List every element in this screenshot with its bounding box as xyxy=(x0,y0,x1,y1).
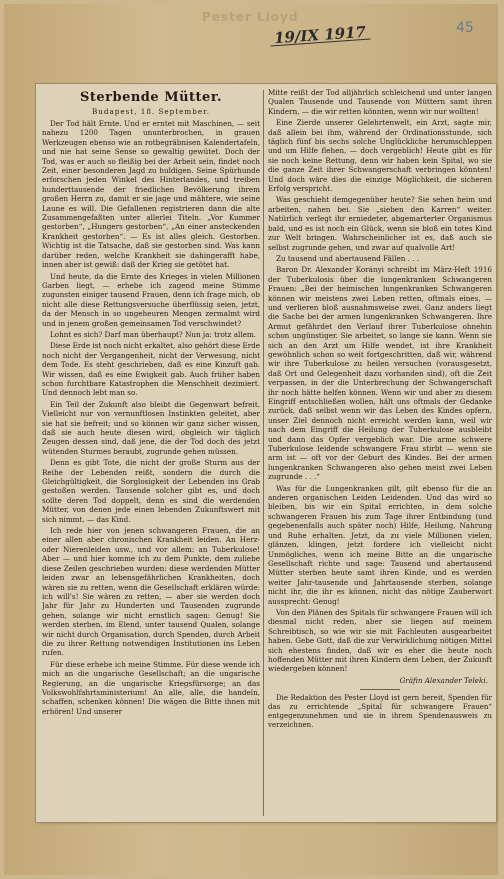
author-signature: Gräfin Alexander Teleki. xyxy=(399,675,488,685)
page-number: 45 xyxy=(456,20,474,36)
article-paragraph: Eine Zierde unserer Gelehrtenwelt, ein Arzt, sagte mir, daß allein bei ihm, während der Ordinationsstunde, sich täglich fünf bis sechs solche Unglückliche herumschleppen und um Hilfe flehen, — doch vergeblich! Heute gibt es für sie noch keine Rettung, denn wir haben kein Spital, wo sie die ganze Zeit ihrer Schwangerschaft verbringen könnten! Und doch wäre dies die einzige Möglichkeit, die sicheren Erfolg verspricht. xyxy=(268,118,492,194)
article-paragraph: Ich rede hier von jenen schwangeren Frauen, die an einer allen aber chronischen Krankheit leiden. An Herz- oder Nierenleiden usw., und vor allem: an Tuberkulose! Aber — und hier komme ich zu dem Punkte, dem zuliebe diese Zeilen geschrieben wurden: diese werdenden Mütter leiden zwar an lebensgefährlichen Krankheiten, doch wären sie zu retten, wenn die Gesellschaft erklären würde: ich will's! Sie wären zu retten, — aber sie werden doch Jahr für Jahr zu Hunderten und Tausenden zugrunde gehen, solange wir nicht ernstlich sagen: Genug! Sie werden sterben, im Elend, unter tausend Qualen, solange wir nicht durch Organisation, durch Spenden, durch Arbeit die zu ihrer Rettung notwendigen Institutionen ins Leben rufen. xyxy=(42,526,260,658)
archive-sheet xyxy=(4,4,498,875)
article-paragraph: Mitte reißt der Tod alljährlich schleichend und unter langen Qualen Tausende und Tausende von Müttern samt ihren Kindern, — die wir retten könnten, wenn wir nur wollten! xyxy=(268,88,492,116)
article-column-left xyxy=(42,88,260,818)
newspaper-clipping xyxy=(36,84,496,822)
article-paragraph: Ein Teil der Zukunft also bleibt die Gegenwart befreit. Vielleicht nur von vernunftlosen Instinkten geleitet, aber sie hat sie befreit; und so können wir ganz sicher wissen, daß sie auch heute diesen wird, obgleich wir täglich Zeugen dessen sind, daß jene, die der Tod doch des jetzt wütenden Sturmes beraubt, zugrunde gehen müssen. xyxy=(42,399,260,456)
article-title: Sterbende Mütter. xyxy=(79,90,223,105)
article-column-right xyxy=(268,88,492,818)
article-paragraph: Zu tausend und abertausend Fällen . . . xyxy=(276,253,420,263)
handwritten-date-text: 19/IX 1917 xyxy=(273,22,367,48)
article-paragraph: Was geschieht demgegenüber heute? Sie sehen heim und arbeiten, nahen bei. Sie „sieben den Karren“ weiter. Natürlich verlegt ihr erniedeter, abgemarterter Organismus bald, und es ist noch ein Glück, wenn sie bloß ein totes Kind zur Welt bringen. Wahrscheinlicher ist es, daß auch sie selbst zugrunde gehen, und zwar auf qualvolle Art! xyxy=(268,195,492,252)
article-paragraph: Lohnt es sich? Darf man überhaupt? Nun ja: trotz allem. xyxy=(50,329,256,339)
article-paragraph: Was für die Lungenkranken gilt, gilt ebenso für die an anderen organischen Leiden Leidenden. Und das wird so bleiben, bis wir ein Spital errichten, in dem solche schwangeren Frauen bis zum Tage ihrer Entbindung (und gegebenenfalls auch später noch) Hilfe, Heilung, Nahrung und Ruhe erhalten. Jetzt, da zu viele Millionen vielen, glänzen, klingen, jetzt fordere ich vielleicht nicht Unmögliches, wenn ich meine Bitte an die ungarische Gesellschaft richte und sage: Tausend und abertausend Mütter sterben heute samt ihren Kinde, und es werden weiter Jahr-tausende und Jahrtausende sterben, solange nicht ihr, die ihr es können, nicht das nötige Zauberwort aussprecht: Genug! xyxy=(268,483,492,606)
article-paragraph: Und heute, da die Ernte des Krieges in vielen Millionen Garben liegt, — erhebe ich zagend meine Stimme zugunsten einiger tausend Frauen, denn ich frage mich, ob nicht alle diese Rettungsversuche überflüssig seien, jetzt, da der Mensch in so ungeheuren Mengen zermalmt wird und in jenem großen gemeinsamen Tod verschwindet? xyxy=(42,271,260,328)
article-paragraph: Diese Erde ist noch nicht erkaltet, also gehört diese Erde noch nicht der Vergangenheit, nicht der Verwesung, nicht dem Tode. Es steht geschrieben, daß es eine Kinzuft gab. Wir wissen, daß es eine Ewigkeit gab. Auch früher haben schon furchtbare Katastrophen die Menschheit dezimiert. Und dennoch lebt man so. xyxy=(42,341,260,398)
right-paragraphs xyxy=(268,88,492,674)
article-dateline: Budapest, 18. September. xyxy=(91,107,211,116)
separator-rule xyxy=(360,689,400,690)
editor-note xyxy=(268,694,492,731)
article-paragraph: Der Tod hält Ernte. Und er erntet mit Maschinen, — seit nahezu 1200 Tagen ununterbrochen, in grauen Werkzeugen ebenso wie an rotbegräbnisen Kalendertafeln, und nie hat seine Sense so gewaltig gewütet. Doch der Tod, was er auch so fleißig bei der Arbeit sein, findet noch Zeit, einer besonderen Jagd zu huldigen. Seine Spürhunde erforschen jeden Winkel des Hinterlandes, und treiben hunderttausende der friedlichen Bevölkerung ihrem großen Herrn zu, damit er sie jage und mähtere, wie seine Laune es will. Die Gefallenen registrieren dann die alte Zusammengefaßten unter allerlei Titeln. „Vor Kummer gestorben“, „Hungers gestorben“, „An einer ansteckenden Krankheit gestorben“. — Es ist alles gleich. Gestorben. Wichtig ist die Tatsache, daß sie gestorben sind. Was kann darüber reden, welche Krankheit sie dahingerafft habe, innen aber ist gewiß: daß der Krieg sie getötet hat. xyxy=(42,119,260,270)
left-paragraphs xyxy=(42,119,260,716)
column-divider xyxy=(263,90,264,816)
handwritten-date xyxy=(273,23,366,47)
article-paragraph: Für diese erhebe ich meine Stimme. Für diese wende ich mich an die ungarische Gesellschaft; an die ungarische Regierung, an die ungarische Kriegsfürsorge; an das Volkswohlfahrtsministerium! An alle, alle, die handeln, schaffen, schenken können! Die wägen die Bitte ihnen mit erhören! Und unserer xyxy=(42,659,260,716)
article-paragraph: Denn es gibt Tote, die nicht der große Sturm aus der Reihe der Lebenden reißt, sondern die durch die Gleichgültigkeit, die Sorglosigkeit der Lebenden ins Grab gestoßen werden. Tausende solcher gibt es, und doch sollte deren Tod doppelt, denn es sind die werdenden Mütter, von denen jede einen lebenden Zukunftswert mit sich nimmt. — das Kind. xyxy=(42,458,260,524)
article-paragraph: Von den Plänen des Spitals für schwangere Frauen will ich diesmal nicht reden, aber sie liegen auf meinem Schreibtisch, so wie wir sie mit Fachleuten ausgearbeitet haben. Gebe Gott, daß die zur Verwirklichung nötigen Mittel sich ehestens finden, daß wir es eher die heute noch hoffenden Mütter mit ihren Kindern dem Leben, der Zukunft wiedergeben können! xyxy=(268,607,492,674)
article-paragraph: Baron Dr. Alexander Korányi schreibt im März-Heft 1916 der Tuberkulosis über die lungenkranken Schwangeren Frauen: „Bei der heimischen lungenkranken Schwangeren können wir meistens zwei Leben retten, oftmals eines, — und verlieren bloß ausnahmsweise zwei. Ganz anders liegt die Sache bei der armen lungenkranken Schwangeren. Ihre Armut gefährdet den Verlauf ihrer Tuberkulose ohnehin schon ungünstiger. Sie arbeitet, so lange sie kann. Wenn sie sich an den Arzt um Hilfe wendet, ist ihre Krankheit gewöhnlich schon so weit fortgeschritten, daß wir, während wir ihre Tuberkulose zu heilen versuchen (vorausgesetzt, daß Ort und Gelegenheit dazu vorhanden sind), oft die Zeit verpassen, in der die Unterbrechung der Schwangerschaft ihr noch hätte helfen können. Wenn wir und aber zu diesem Eingriff entschließen wollen, hält uns oftmals der Gedanke zurück, daß selbst wenn wir das Leben des Kindes opfern, unser Ziel dennoch nicht erreicht werden kann, weil wir nach dem Eingriff die Heilung der Tuberkulose ausbleibt und dann das Opfer vergeblich war. Die arme schwere Tuberkulose leidende schwangere Frau stirbt — wenn sie arm ist — oft vor der Geburt des Kindes. Bei der armen lungenkranken Schwangeren also gehen meist zwei Leben zugrunde . . .“ xyxy=(268,265,492,482)
editor-note-text: Die Redaktion des Pester Lloyd ist gern bereit, Spenden für das zu errichtende „Spital für schwangere Frauen“ entgegenzunehmen und sie in ihrem Spendenausweis zu verzeichnen. xyxy=(268,693,492,730)
newspaper-stamp: Pester Lloyd xyxy=(202,10,299,24)
